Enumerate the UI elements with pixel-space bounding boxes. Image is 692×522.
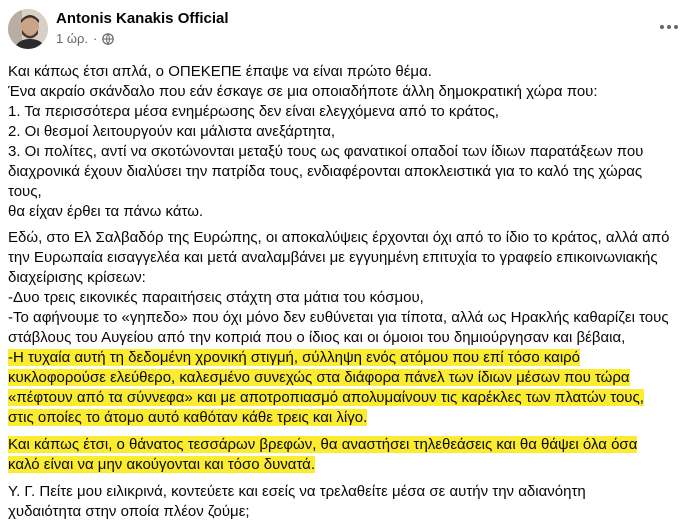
highlight-text: στις οποίες το άτομο αυτό καθόταν κάθε τρεις και λίγο. [8,409,368,426]
highlighted-line [8,408,684,428]
post-line: Ένα ακραίο σκάνδαλο που εάν έσκαγε σε μια οποιαδήποτε άλλη δημοκρατική χώρα που: [8,83,598,100]
meta-separator: · [93,31,98,46]
highlight-text: κυκλοφορούσε ελεύθερο, καλεσμένο συνεχώς στα διάφορα πάνελ των ίδιων μέσων που τώρα [8,369,630,386]
highlight-text: Και κάπως έτσι, ο θάνατος τεσσάρων βρεφών, θα αναστήσει τηλεθεάσεις και θα θάψει όλα όσα [8,436,638,453]
highlight-text: καλό είναι να μην ακούγονται και τόσο δυνατά. [8,456,316,473]
highlighted-line [8,388,684,408]
post-header [8,9,684,53]
post-line: 2. Οι θεσμοί λειτουργούν και μάλιστα ανεξάρτητα, [8,123,336,140]
post-line: -Το αφήνουμε το «γηπεδο» που όχι μόνο δεν ευθύνεται για τίποτα, αλλά ως Ηρακλής καθαρίζει τους [8,309,669,326]
avatar-photo [8,9,48,49]
post-meta [56,31,114,46]
post-line: χυδαιότητα στην οποία πλέον ζούμε; [8,503,250,520]
post-line: στάβλους του Αυγείου από την κοπριά που ο ίδιος και οι όμοιοι του δημιούργησαν και βέβαια, [8,329,626,346]
post-line: τους, [8,183,42,200]
post-line: Εδώ, στο Ελ Σαλβαδόρ της Ευρώπης, οι αποκαλύψεις έρχονται όχι από το ίδιο το κράτος, αλλά από [8,229,670,246]
avatar[interactable] [8,9,48,49]
post-line: θα είχαν έρθει τα πάνω κάτω. [8,203,204,220]
author-name[interactable]: Antonis Kanakis Official [56,10,229,27]
post-line: 1. Τα περισσότερα μέσα ενημέρωσης δεν είναι ελεγχόμενα από το κράτος, [8,103,499,120]
highlight-text: «πέφτουν από τα σύννεφα» και με αποτροπιασμό απολυμαίνουν τις καρέκλες των πλατών τους, [8,389,644,406]
highlighted-line [8,455,684,475]
highlight-text: -Η τυχαία αυτή τη δεδομένη χρονική στιγμή, σύλληψη ενός ατόμου που επί τόσο καιρό [8,349,581,366]
highlighted-line [8,348,684,368]
globe-icon [102,33,114,45]
highlighted-line [8,368,684,388]
post-line: την Ευρωπαία εισαγγελέα και μετά αναλαμβάνει με εγγυημένη επιτυχία το γραφείο επικοινωνιακής [8,249,658,266]
post-line: -Δυο τρεις εικονικές παραιτήσεις στάχτη στα μάτια του κόσμου, [8,289,424,306]
post-line: 3. Οι πολίτες, αντί να σκοτώνονται μεταξύ τους ως φανατικοί οπαδοί των ίδιων παρατάξεων που [8,143,644,160]
post-body [8,62,684,522]
post-line: Και κάπως έτσι απλά, ο ΟΠΕΚΕΠΕ έπαψε να είναι πρώτο θέμα. [8,63,432,80]
more-options-icon [659,24,679,30]
post-line: διαχείρισης κρίσεων: [8,269,146,286]
highlighted-line [8,435,684,455]
post-time[interactable]: 1 ώρ. [56,31,88,46]
post-line: Υ. Γ. Πείτε μου ειλικρινά, κοντεύετε και εσείς να τρελαθείτε μέσα σε αυτήν την αδιανόητη [8,483,586,500]
more-options-button[interactable] [654,15,684,39]
post-line: διαχρονικά έχουν διαλύσει την πατρίδα τους, ενδιαφέρονται αποκλειστικά για το καλό της χώρας [8,163,643,180]
